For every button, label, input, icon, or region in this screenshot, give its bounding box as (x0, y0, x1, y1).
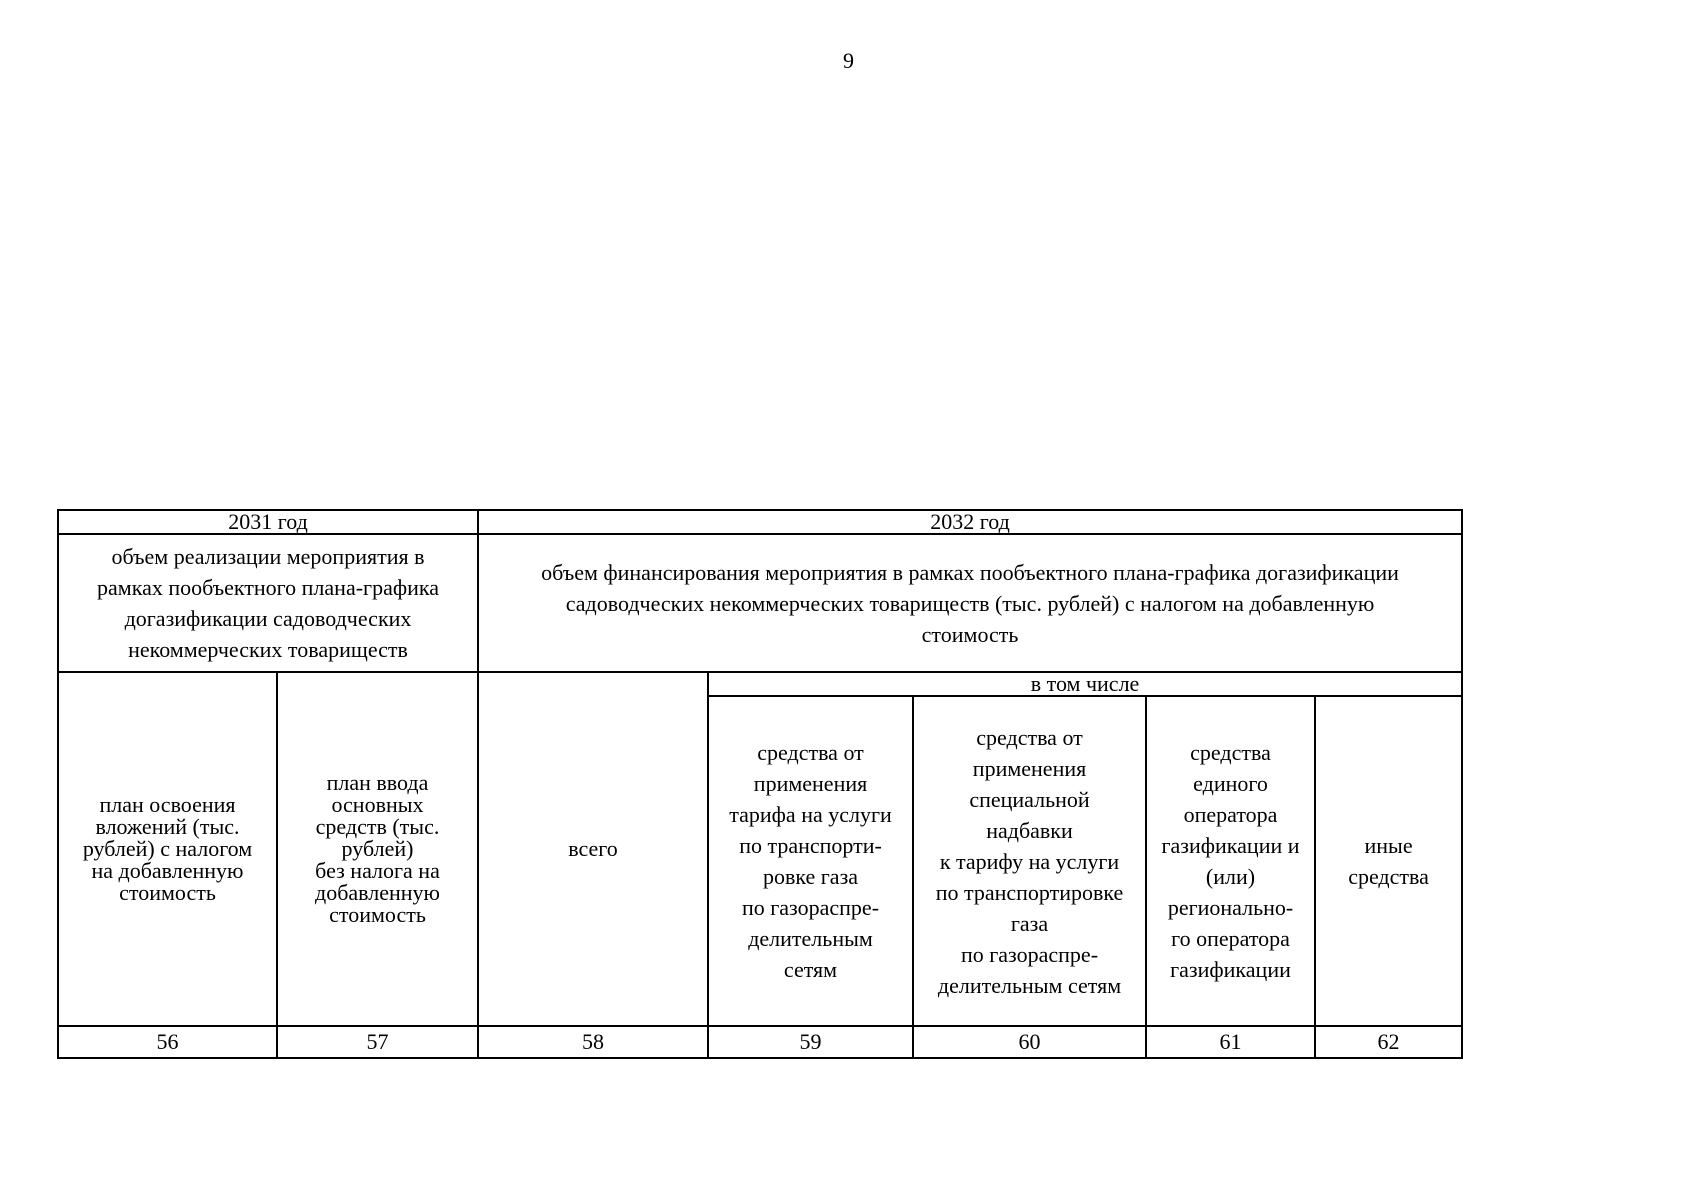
column-header-61: средства единого оператора газификации и (или) регионально- го оператора газификации (1146, 696, 1315, 1026)
column-header-57: план ввода основных средств (тыс. рублей) без налога на добавленную стоимость (277, 672, 478, 1026)
column-number: 60 (913, 1026, 1146, 1058)
column-number: 57 (277, 1026, 478, 1058)
year-2032-header: 2032 год (478, 510, 1462, 534)
column-header-60: средства от применения специальной надбавки к тарифу на услуги по транспортировке газа по газораспре- делительным сетям (913, 696, 1146, 1026)
page-number: 9 (843, 48, 854, 73)
column-number: 56 (58, 1026, 277, 1058)
including-header: в том числе (708, 672, 1462, 696)
column-number-row (58, 1026, 1462, 1058)
column-number: 62 (1315, 1026, 1462, 1058)
year-header-row (58, 510, 1462, 534)
column-number: 59 (708, 1026, 913, 1058)
including-header-row (58, 672, 1462, 696)
column-header-58: всего (478, 672, 708, 1026)
column-header-59: средства от применения тарифа на услуги по транспорти- ровке газа по газораспре- делительным сетям (708, 696, 913, 1026)
implementation-volume-header: объем реализации мероприятия в рамках пообъектного плана-графика догазификации садоводческих некоммерческих товариществ (58, 534, 478, 672)
year-2031-header: 2031 год (58, 510, 478, 534)
column-number: 61 (1146, 1026, 1315, 1058)
column-header-56: план освоения вложений (тыс. рублей) с налогом на добавленную стоимость (58, 672, 277, 1026)
financing-table (57, 509, 1463, 1059)
column-header-62: иные средства (1315, 696, 1462, 1026)
financing-volume-header: объем финансирования мероприятия в рамках пообъектного плана-графика догазификации садоводческих некоммерческих товариществ (тыс. рублей) с налогом на добавленную стоимость (478, 534, 1462, 672)
column-number: 58 (478, 1026, 708, 1058)
description-header-row (58, 534, 1462, 672)
